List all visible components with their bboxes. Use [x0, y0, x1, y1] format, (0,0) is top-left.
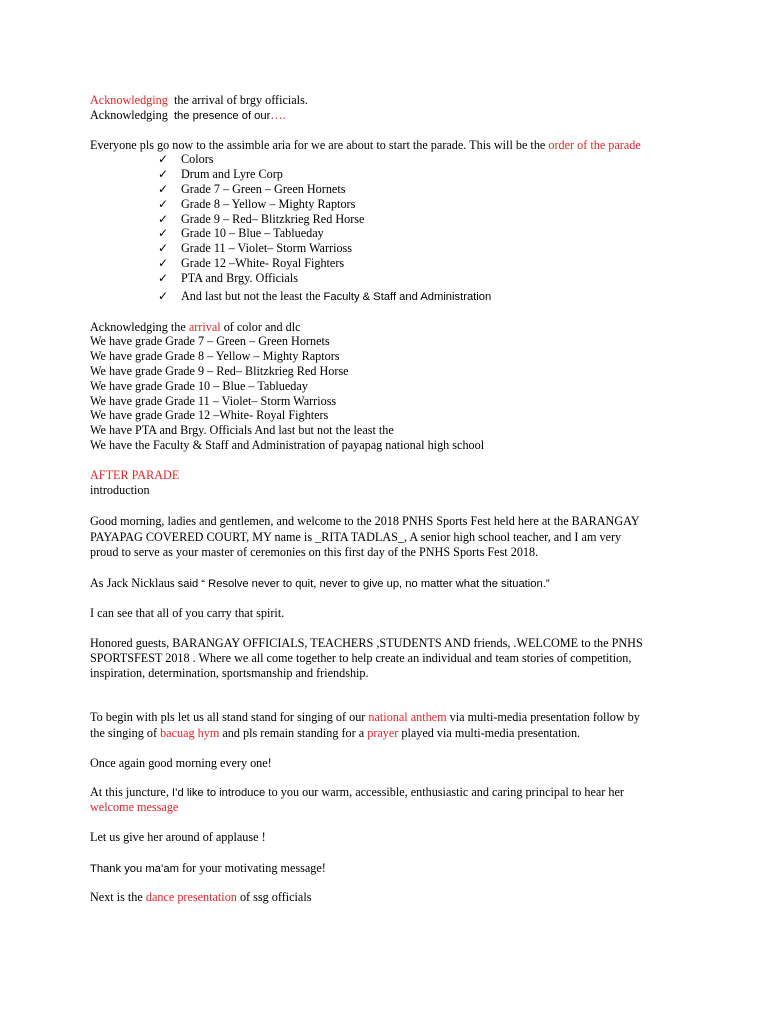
next-red: dance presentation — [145, 890, 237, 904]
intro-ack-text: the arrival of brgy officials. — [173, 93, 308, 107]
arrival-line: We have grade Grade 8 – Yellow – Mighty Raptors — [90, 349, 340, 363]
parade-last-text: And last but not the least the — [181, 289, 321, 303]
once-again-line: Once again good morning every one! — [90, 756, 272, 770]
parade-item-last — [181, 289, 491, 305]
intro-line-1 — [90, 93, 308, 108]
check-icon: ✓ — [158, 197, 169, 211]
anthem-line-1 — [90, 710, 640, 725]
arrival-red: arrival — [188, 320, 221, 334]
intro-everyone: Everyone pls go now to the assimble aria for we are about to start the parade. This will be the — [90, 138, 546, 152]
arrival-line: We have grade Grade 7 – Green – Green Hornets — [90, 334, 330, 348]
honored-paragraph-line: SPORTSFEST 2018 . Where we all come together to help create an individual and team stories of competition, — [90, 651, 632, 665]
arrival-line: We have grade Grade 12 –White- Royal Fighters — [90, 408, 329, 422]
hymn-pre: the singing of — [90, 726, 158, 740]
arrival-line: We have the Faculty & Staff and Administration of payapag national high school — [90, 438, 485, 452]
arrival-post: of color and dlc — [223, 320, 301, 334]
intro-ellipsis: …. — [270, 108, 286, 122]
parade-item: Grade 8 – Yellow – Mighty Raptors — [181, 197, 356, 211]
juncture-c: to you our warm, accessible, enthusiastic and caring principal to hear her — [265, 785, 624, 799]
arrival-pre: Acknowledging the — [90, 320, 186, 334]
anthem-line-2 — [90, 726, 580, 741]
quote-text: said “ Resolve never to quit, never to give up, no matter what the situation.” — [177, 578, 550, 590]
check-icon: ✓ — [158, 182, 169, 196]
arrival-line: We have grade Grade 9 – Red– Blitzkrieg Red Horse — [90, 364, 349, 378]
parade-item: PTA and Brgy. Officials — [181, 271, 298, 285]
intro-ack2: Acknowledging — [90, 108, 168, 122]
welcome-paragraph-line: proud to serve as your master of ceremonies on this first day of the PNHS Sports Fest 2018. — [90, 545, 539, 559]
check-icon: ✓ — [158, 226, 169, 240]
intro-line-2 — [90, 108, 286, 124]
hymn-post: played via multi-media presentation. — [401, 726, 581, 740]
next-post: of ssg officials — [239, 890, 312, 904]
welcome-paragraph-line: Good morning, ladies and gentlemen, and welcome to the 2018 PNHS Sports Fest held here at the BARANGAY — [90, 514, 640, 528]
hymn-mid: and pls remain standing for a — [222, 726, 365, 740]
introduction-label: introduction — [90, 483, 150, 497]
arrival-line: We have PTA and Brgy. Officials And last but not the least the — [90, 423, 394, 437]
honored-paragraph-line: inspiration, determination, sportsmanship and friendship. — [90, 666, 369, 680]
thanks-b: for your motivating message! — [178, 861, 326, 875]
welcome-message-red: welcome message — [90, 800, 179, 814]
next-pre: Next is the — [90, 890, 143, 904]
check-icon: ✓ — [158, 167, 169, 181]
arrival-line: We have grade Grade 11 – Violet– Storm Warrioss — [90, 394, 337, 408]
applause-line: Let us give her around of applause ! — [90, 830, 266, 844]
parade-item: Colors — [181, 152, 214, 166]
parade-item: Grade 10 – Blue – Tablueday — [181, 226, 324, 240]
check-icon: ✓ — [158, 212, 169, 226]
parade-item: Grade 9 – Red– Blitzkrieg Red Horse — [181, 212, 365, 226]
thanks-line — [90, 861, 326, 877]
parade-item: Grade 7 – Green – Green Hornets — [181, 182, 346, 196]
parade-faculty: Faculty & Staff and Administration — [323, 291, 492, 303]
spirit-line: I can see that all of you carry that spirit. — [90, 606, 285, 620]
intro-ack-red: Acknowledging — [90, 93, 168, 107]
welcome-paragraph-line: PAYAPAG COVERED COURT, MY name is _RITA TADLAS_, A senior high school teacher, and I am very — [90, 530, 622, 544]
check-icon: ✓ — [158, 256, 169, 270]
parade-item: Grade 12 –White- Royal Fighters — [181, 256, 345, 270]
parade-item: Drum and Lyre Corp — [181, 167, 283, 181]
next-line — [90, 890, 311, 905]
quote-author: As Jack Nicklaus — [90, 576, 175, 590]
parade-item: Grade 11 – Violet– Storm Warrioss — [181, 241, 353, 255]
juncture-line — [90, 785, 624, 801]
quote-line — [90, 576, 550, 592]
check-icon: ✓ — [158, 152, 169, 166]
intro-order-red: order of the parade — [548, 138, 641, 152]
check-icon: ✓ — [158, 241, 169, 255]
honored-paragraph-line: Honored guests, BARANGAY OFFICIALS, TEACHERS ,STUDENTS AND friends, .WELCOME to the PNHS — [90, 636, 643, 650]
anthem-post: via multi-media presentation follow by — [449, 710, 640, 724]
arrival-line: We have grade Grade 10 – Blue – Tablueday — [90, 379, 308, 393]
anthem-red: national anthem — [368, 710, 447, 724]
after-parade-heading: AFTER PARADE — [90, 468, 180, 482]
thanks-a: Thank you ma’am — [90, 863, 179, 875]
intro-line-3 — [90, 138, 641, 153]
arrival-heading — [90, 320, 301, 335]
check-icon: ✓ — [158, 289, 169, 303]
intro-presence: the presence of our — [173, 110, 271, 122]
check-icon: ✓ — [158, 271, 169, 285]
hymn-red: bacuag hym — [160, 726, 220, 740]
prayer-red: prayer — [367, 726, 399, 740]
juncture-a: At this juncture, — [90, 785, 169, 799]
juncture-b: I’d like to introduce — [171, 787, 266, 799]
anthem-pre: To begin with pls let us all stand stand for singing of our — [90, 710, 366, 724]
